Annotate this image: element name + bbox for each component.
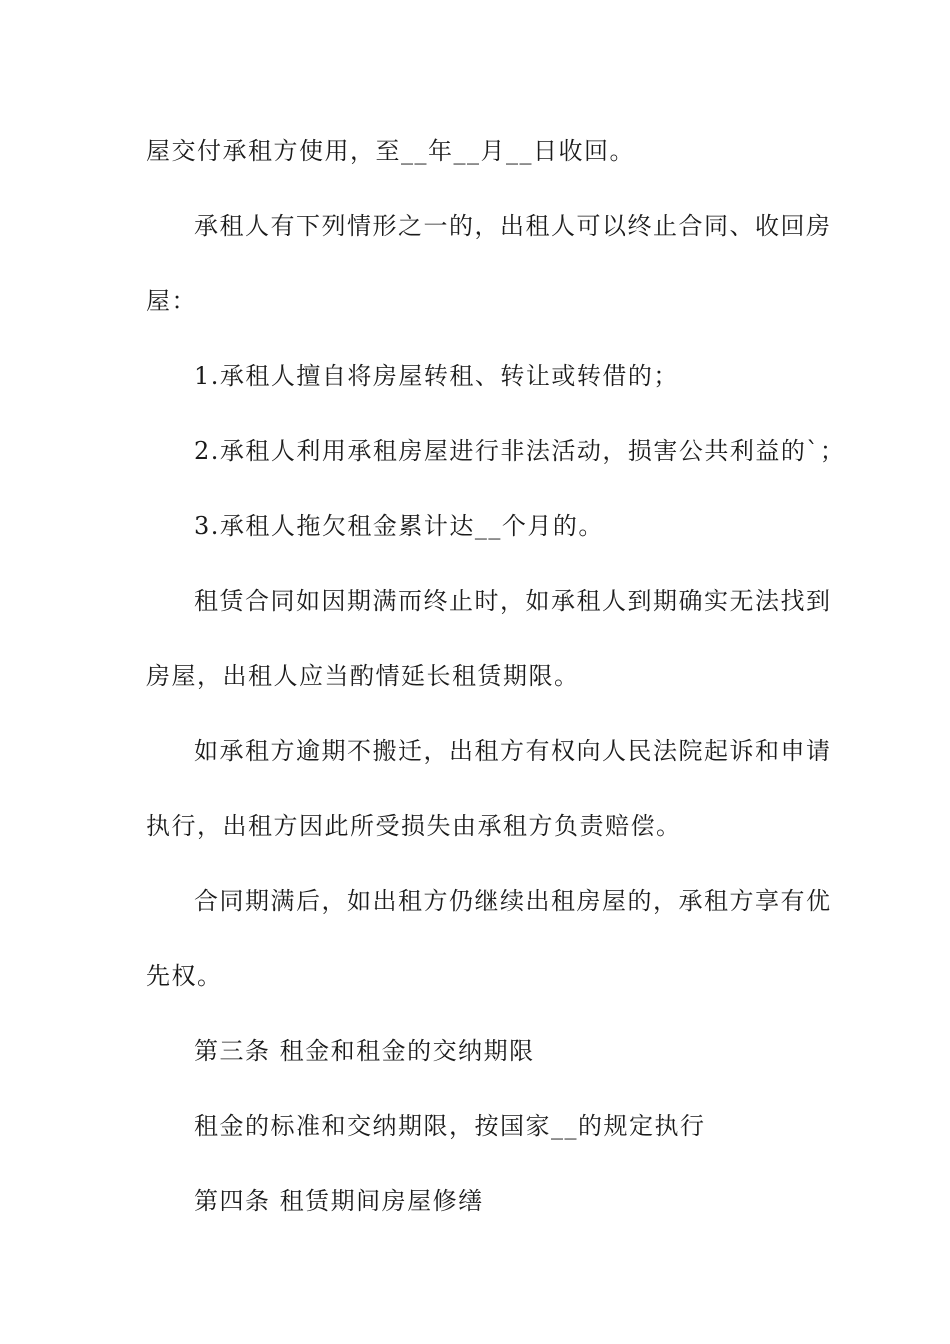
paragraph-line-8: 合同期满后，如出租方仍继续出租房屋的，承租方享有优 [194,887,832,915]
paragraph-line-3: 屋： [146,287,197,315]
paragraph-line-4: 租赁合同如因期满而终止时，如承租人到期确实无法找到 [194,587,832,615]
paragraph-line-5: 房屋，出租人应当酌情延长租赁期限。 [146,662,580,690]
paragraph-line-6: 如承租方逾期不搬迁，出租方有权向人民法院起诉和申请 [194,737,832,765]
paragraph-line-2: 承租人有下列情形之一的，出租人可以终止合同、收回房 [194,212,832,240]
paragraph-line-1: 屋交付承租方使用，至__年__月__日收回。 [146,137,635,165]
paragraph-line-10: 租金的标准和交纳期限，按国家__的规定执行 [194,1112,706,1140]
list-item-3: 3.承租人拖欠租金累计达__个月的。 [194,512,604,540]
paragraph-line-9: 先权。 [146,962,223,990]
paragraph-line-7: 执行，出租方因此所受损失由承租方负责赔偿。 [146,812,682,840]
list-item-1: 1.承租人擅自将房屋转租、转让或转借的； [194,362,679,390]
section-heading-article-3: 第三条 租金和租金的交纳期限 [194,1037,535,1065]
section-heading-article-4: 第四条 租赁期间房屋修缮 [194,1187,484,1215]
list-item-2: 2.承租人利用承租房屋进行非法活动，损害公共利益的`； [194,437,846,465]
